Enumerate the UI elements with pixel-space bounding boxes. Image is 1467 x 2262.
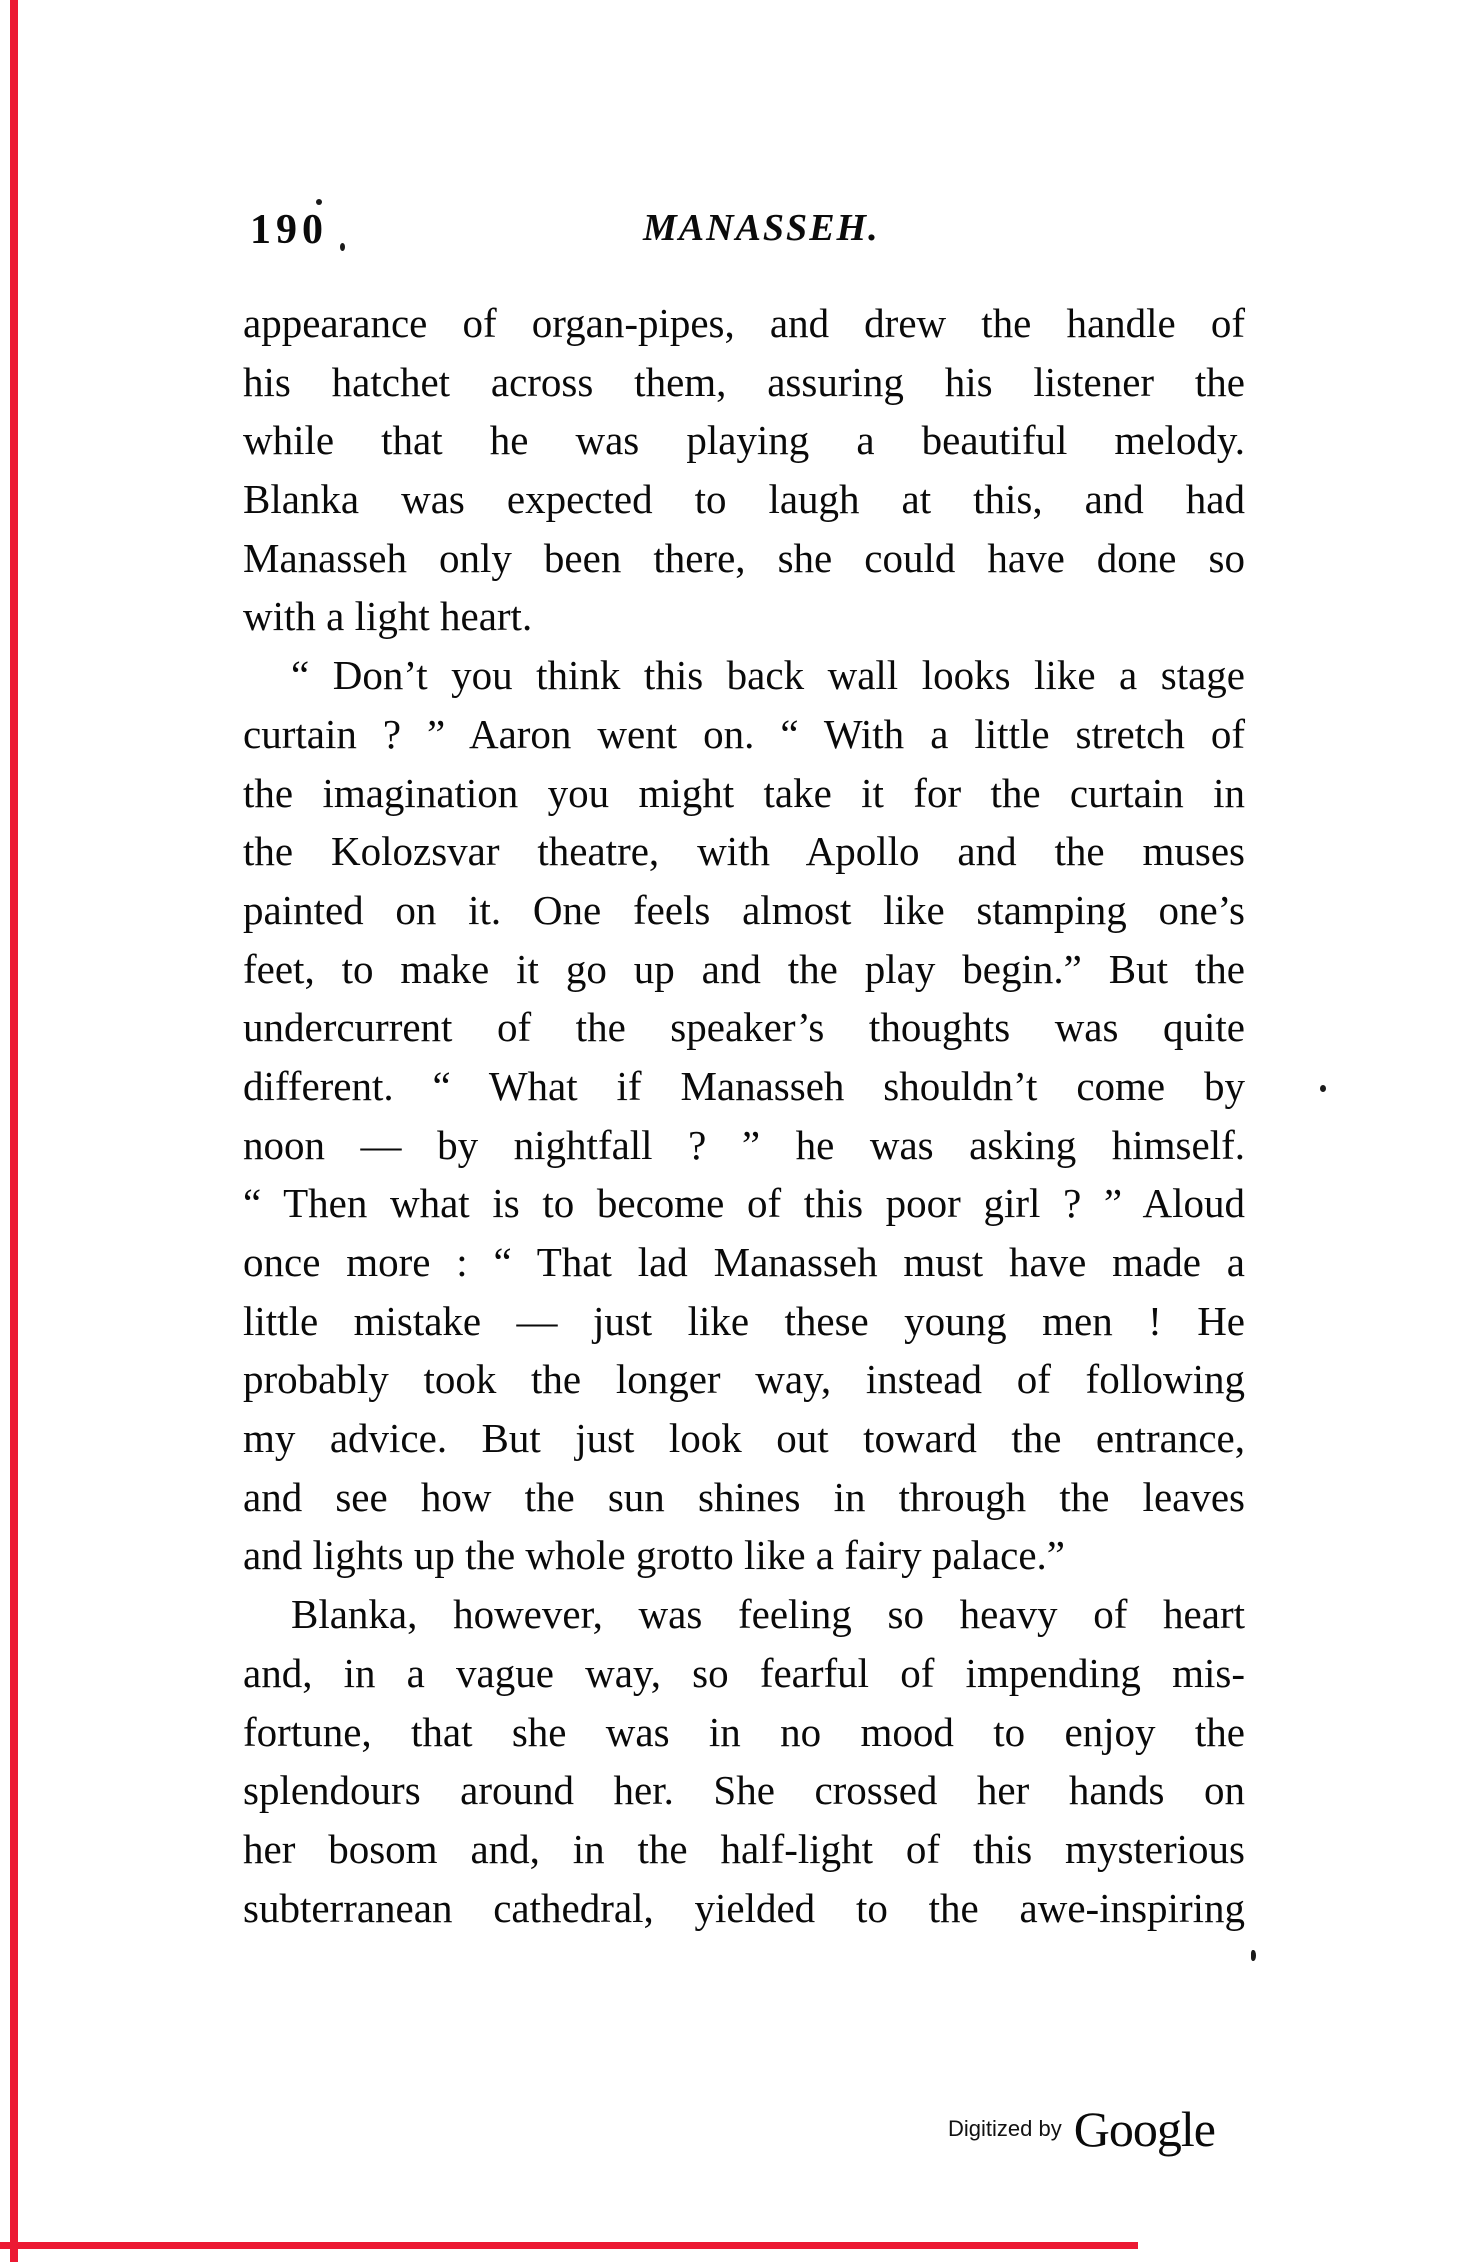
text-line: her bosom and, in the half-light of this mysterious xyxy=(243,1825,1245,1872)
digitized-stamp xyxy=(948,2100,1215,2158)
text-line: probably took the longer way, instead of following xyxy=(243,1356,1245,1403)
text-line: Blanka, however, was feeling so heavy of heart xyxy=(291,1591,1245,1638)
digitized-by-label: Digitized by xyxy=(948,2116,1062,2141)
text-line: appearance of organ-pipes, and drew the handle of xyxy=(243,300,1245,346)
text-line: noon — by nightfall ? ” he was asking himself. xyxy=(243,1121,1245,1168)
text-line: and see how the sun shines in through the leaves xyxy=(243,1473,1245,1520)
text-line: painted on it. One feels almost like stamping one’s xyxy=(243,886,1245,933)
text-line: curtain ? ” Aaron went on. “ With a little stretch of xyxy=(243,710,1245,757)
text-line: Manasseh only been there, she could have done so xyxy=(243,534,1245,581)
text-line: different. “ What if Manasseh shouldn’t come by xyxy=(243,1062,1245,1109)
ink-speck xyxy=(316,199,322,205)
page-edge-line-left xyxy=(10,0,18,2262)
ink-speck xyxy=(1251,1950,1256,1961)
text-line: while that he was playing a beautiful melody. xyxy=(243,417,1245,464)
running-title: MANASSEH. xyxy=(643,207,880,249)
text-line: subterranean cathedral, yielded to the awe-inspiring xyxy=(243,1884,1245,1931)
text-line: and lights up the whole grotto like a fairy palace.” xyxy=(243,1532,1066,1579)
text-line: his hatchet across them, assuring his listener the xyxy=(243,358,1245,405)
ink-speck xyxy=(1320,1085,1326,1092)
ink-speck xyxy=(340,243,345,251)
text-line: Blanka was expected to laugh at this, and had xyxy=(243,476,1245,523)
text-line: “ Then what is to become of this poor girl ? ” Aloud xyxy=(243,1180,1245,1227)
text-line: and, in a vague way, so fearful of impending mis- xyxy=(243,1649,1245,1696)
text-line: once more : “ That lad Manasseh must have made a xyxy=(243,1239,1245,1285)
google-logo: Google xyxy=(1073,2101,1215,2157)
text-line: fortune, that she was in no mood to enjoy the xyxy=(243,1708,1245,1755)
text-line: undercurrent of the speaker’s thoughts was quite xyxy=(243,1004,1245,1051)
text-line: little mistake — just like these young men ! He xyxy=(243,1297,1245,1344)
text-line: “ Don’t you think this back wall looks like a stage xyxy=(291,652,1245,699)
page-number: 190 xyxy=(250,207,328,253)
text-line: feet, to make it go up and the play begin.” But the xyxy=(243,945,1245,992)
text-line: with a light heart. xyxy=(243,593,533,640)
text-lines xyxy=(243,294,1245,1937)
text-line: the imagination you might take it for the curtain in xyxy=(243,769,1245,816)
text-line: my advice. But just look out toward the entrance, xyxy=(243,1415,1245,1462)
text-line: splendours around her. She crossed her hands on xyxy=(243,1767,1245,1814)
page-edge-line-bottom xyxy=(0,2242,1138,2249)
text-line: the Kolozsvar theatre, with Apollo and the muses xyxy=(243,828,1245,875)
